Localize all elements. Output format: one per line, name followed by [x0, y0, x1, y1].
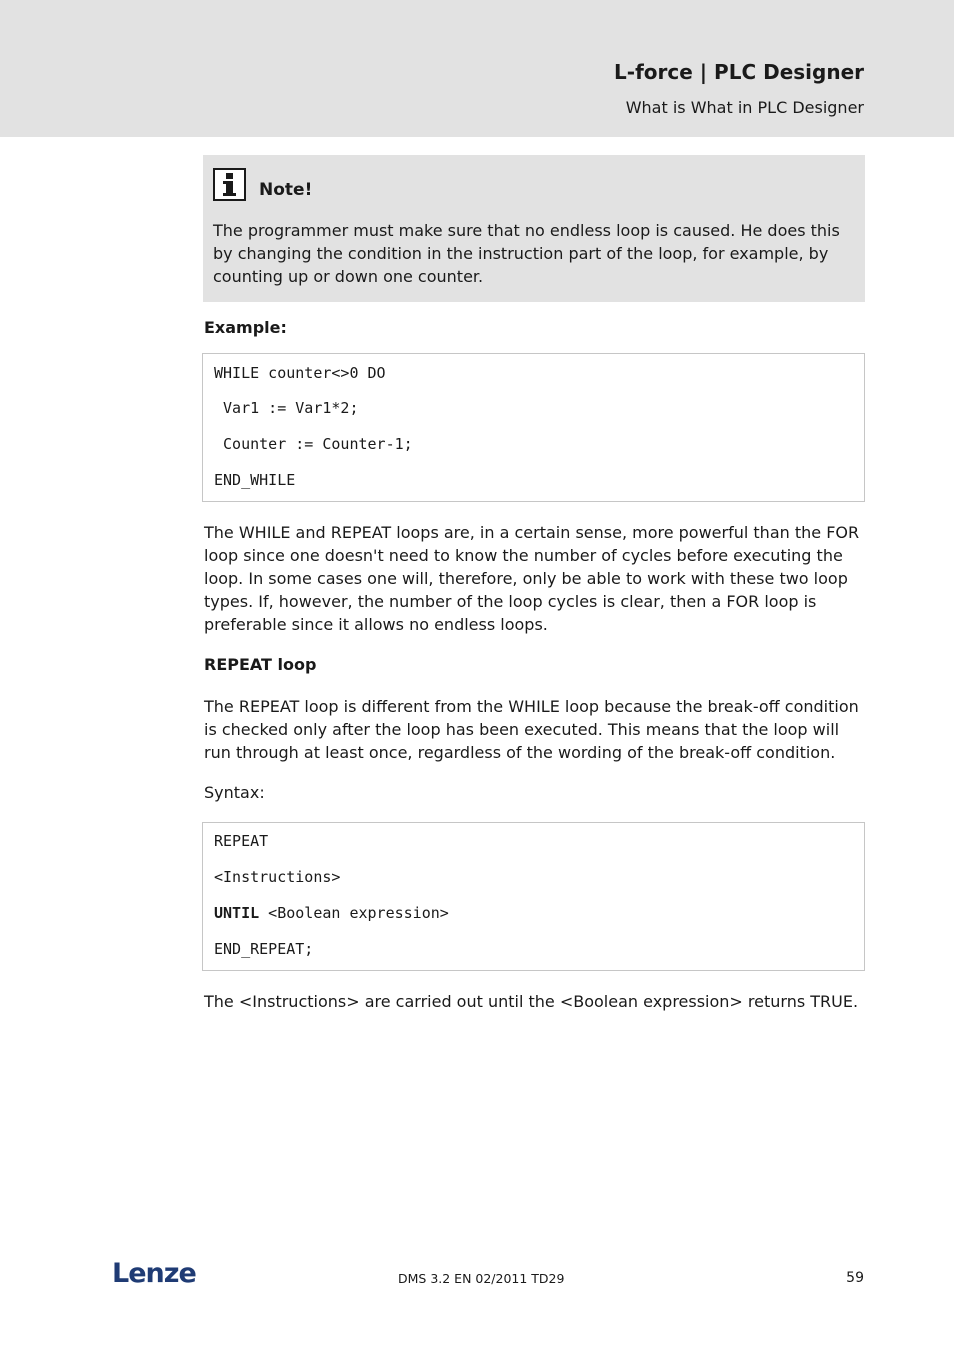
note-text: The programmer must make sure that no endless loop is caused. He does this by changing the condition in the instruction part of the loop, for example, by counting up or down one counter. [213, 221, 840, 286]
paragraph-loops-comparison: The WHILE and REPEAT loops are, in a certain sense, more powerful than the FOR loop since one doesn't need to know the number of cycles before executing the loop. In some cases one will, therefore, only be able to work with these two loop types. If, however, the number of the loop cycles is clear, then a FOR loop is preferable since it allows no endless loops. [204, 523, 860, 634]
repeat-loop-heading: REPEAT loop [204, 655, 317, 674]
example-label: Example: [204, 318, 287, 337]
header-subtitle: What is What in PLC Designer [625, 98, 864, 117]
example-code-block [202, 353, 865, 502]
code-line: <Instructions> [214, 868, 341, 886]
paragraph-repeat-description: The REPEAT loop is different from the WHILE loop because the break-off condition is checked only after the loop has been executed. This means that the loop will run through at least once, regardless of the wording of the break-off condition. [204, 697, 859, 762]
code-line: END_REPEAT; [214, 940, 314, 958]
page-number: 59 [846, 1270, 864, 1286]
code-line: END_WHILE [214, 471, 296, 489]
syntax-code-block [202, 822, 865, 971]
until-keyword: UNTIL [214, 904, 260, 922]
header-title: L-force | PLC Designer [614, 60, 864, 84]
info-icon [213, 168, 246, 201]
code-line: Counter := Counter-1; [214, 435, 413, 453]
syntax-label: Syntax: [204, 783, 265, 802]
lenze-logo: Lenze [112, 1258, 196, 1289]
footer-document-id: DMS 3.2 EN 02/2011 TD29 [398, 1271, 565, 1286]
code-line [214, 904, 449, 922]
paragraph-instructions: The <Instructions> are carried out until the <Boolean expression> returns TRUE. [204, 992, 859, 1011]
code-line: REPEAT [214, 832, 269, 850]
boolean-expression-text: <Boolean expression> [259, 904, 449, 922]
page-header [0, 0, 954, 137]
note-box [203, 155, 865, 302]
code-line: Var1 := Var1*2; [214, 399, 359, 417]
note-title: Note! [259, 180, 313, 200]
code-line: WHILE counter<>0 DO [214, 364, 386, 382]
